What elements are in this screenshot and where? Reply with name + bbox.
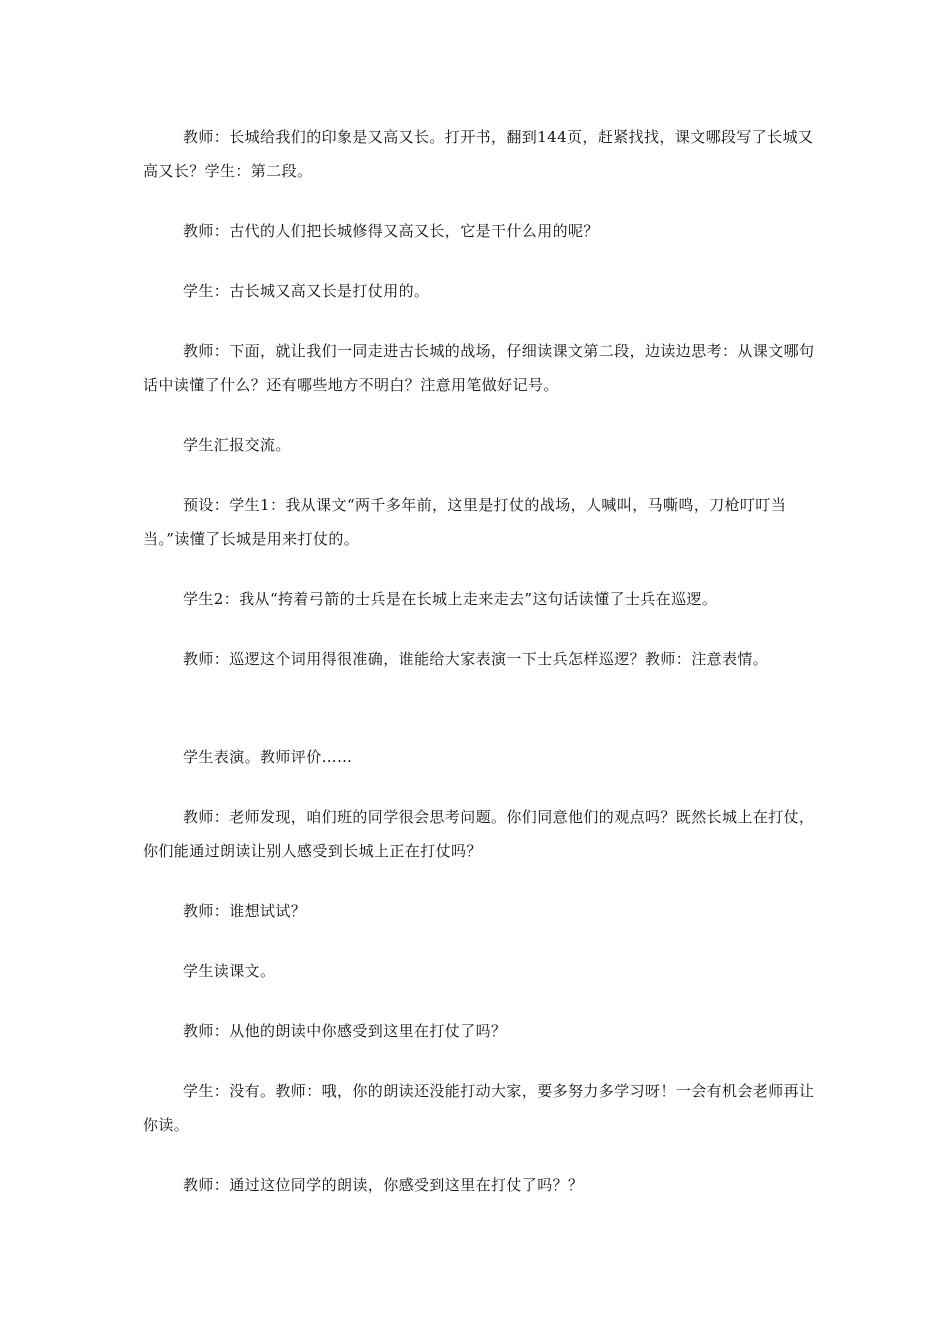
paragraph: 教师：古代的人们把长城修得又高又长，它是干什么用的呢？: [183, 222, 599, 240]
blank-line: [143, 702, 815, 740]
paragraph: 教师：通过这位同学的朗读，你感受到这里在打仗了吗？？: [183, 1176, 584, 1194]
document-body: [143, 120, 815, 1228]
paragraph: 学生：古长城又高又长是打仗用的。: [183, 282, 430, 300]
paragraph: 学生读课文。: [183, 962, 276, 980]
paragraph: 学生：没有。教师：哦，你的朗读还没能打动大家，要多努力多学习呀！一会有机会老师再让你读。: [143, 1082, 815, 1134]
paragraph: 教师：从他的朗读中你感受到这里在打仗了吗？: [183, 1022, 507, 1040]
paragraph: 教师：下面，就让我们一同走进古长城的战场，仔细读课文第二段，边读边思考：从课文哪句话中读懂了什么？还有哪些地方不明白？注意用笔做好记号。: [143, 342, 815, 394]
paragraph: 学生汇报交流。: [183, 436, 291, 454]
paragraph: 教师：巡逻这个词用得很准确，谁能给大家表演一下士兵怎样巡逻？教师：注意表情。: [183, 650, 769, 668]
paragraph: 教师：谁想试试？: [183, 902, 307, 920]
paragraph: 学生表演。教师评价……: [183, 748, 353, 766]
paragraph: 教师：老师发现，咱们班的同学很会思考问题。你们同意他们的观点吗？既然长城上在打仗，你们能通过朗读让别人感受到长城上正在打仗吗？: [143, 808, 815, 860]
paragraph: 预设：学生1：我从课文“两千多年前，这里是打仗的战场，人喊叫，马嘶鸣，刀枪叮叮当当。”读懂了长城是用来打仗的。: [143, 496, 787, 548]
paragraph: 学生2：我从“挎着弓箭的士兵是在长城上走来走去”这句话读懂了士兵在巡逻。: [183, 590, 718, 608]
paragraph: 教师：长城给我们的印象是又高又长。打开书，翻到144页，赶紧找找，课文哪段写了长城又高又长？学生：第二段。: [143, 128, 814, 180]
